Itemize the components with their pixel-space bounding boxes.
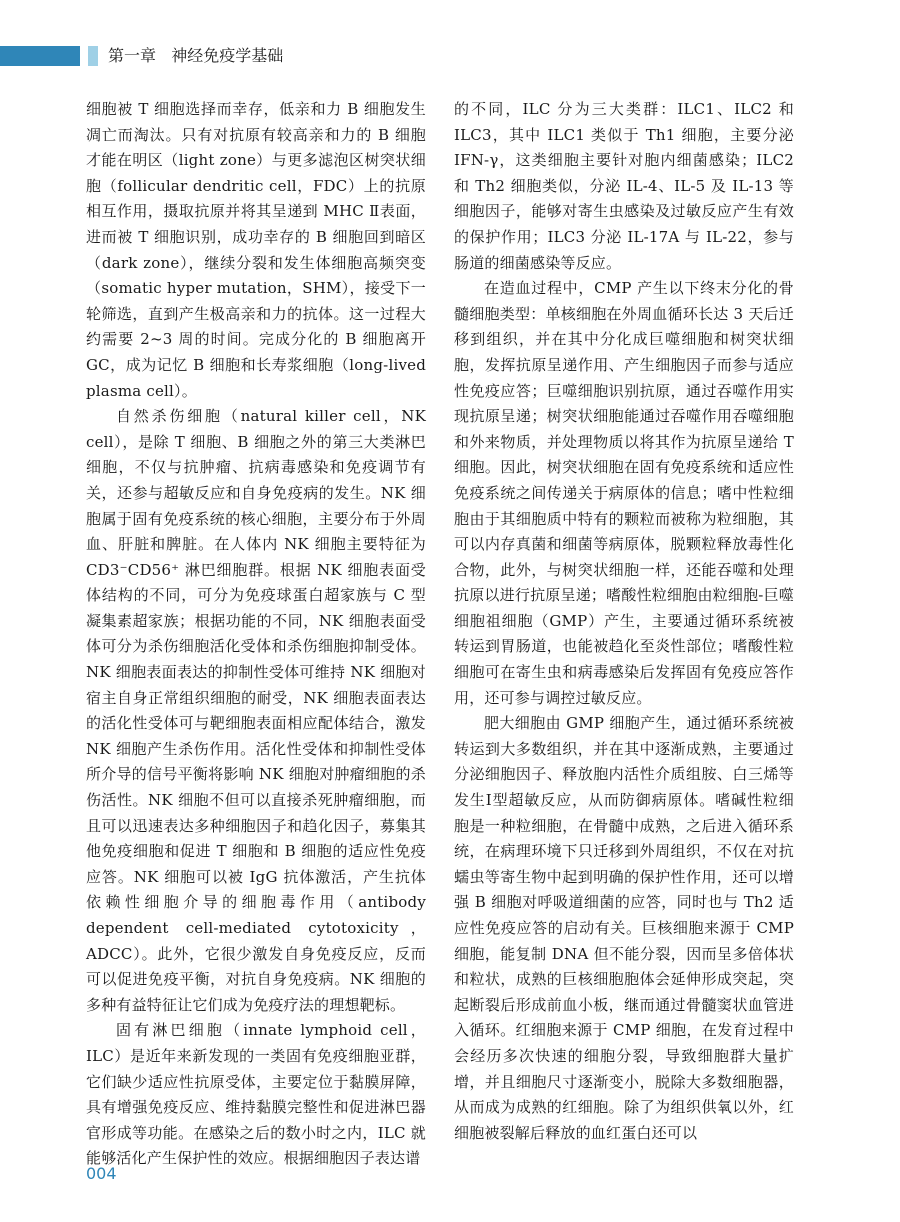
header-divider-mark [88,46,98,66]
paragraph: 细胞被 T 细胞选择而幸存，低亲和力 B 细胞发生凋亡而淘汰。只有对抗原有较高亲和力的 B 细胞才能在明区（light zone）与更多滤泡区树突状细胞（follicular dendritic cell，FDC）上的抗原相互作用，摄取抗原并将其呈递到 MHC Ⅱ表面，进而被 T 细胞识别，成功幸存的 B 细胞回到暗区（dark zone），继续分裂和发生体细胞高频突变（somatic hyper mutation，SHM），接受下一轮筛选，直到产生极高亲和力的抗体。这一过程大约需要 2~3 周的时间。完成分化的 B 细胞离开 GC，成为记忆 B 细胞和长寿浆细胞（long-lived plasma cell）。 [86,100,426,400]
page-number: 004 [86,1164,117,1183]
paragraph: 的不同，ILC 分为三大类群：ILC1、ILC2 和 ILC3，其中 ILC1 类似于 Th1 细胞，主要分泌 IFN-γ，这类细胞主要针对胞内细菌感染；ILC2 和 Th2 细胞类似，分泌 IL-4、IL-5 及 IL-13 等细胞因子，能够对寄生虫感染及过敏反应产生有效的保护作用；ILC3 分泌 IL-17A 与 IL-22，参与肠道的细菌感染等反应。 [454,100,794,272]
paragraph: 固有淋巴细胞（innate lymphoid cell，ILC）是近年来新发现的一类固有免疫细胞亚群，它们缺少适应性抗原受体，主要定位于黏膜屏障，具有增强免疫反应、维持黏膜完整性和促进淋巴器官形成等功能。在感染之后的数小时之内，ILC 就能够活化产生保护性的效应。根据细胞因子表达谱 [86,1021,426,1168]
running-header [0,44,900,70]
header-color-bar [0,46,80,66]
left-text-column [86,97,426,1172]
paragraph: 在造血过程中，CMP 产生以下终末分化的骨髓细胞类型：单核细胞在外周血循环长达 3 天后迁移到组织，并在其中分化成巨噬细胞和树突状细胞，发挥抗原呈递作用、产生细胞因子而参与适应性免疫应答；巨噬细胞识别抗原，通过吞噬作用实现抗原呈递；树突状细胞能通过吞噬作用吞噬细胞和外来物质，并处理物质以将其作为抗原呈递给 T 细胞。因此，树突状细胞在固有免疫系统和适应性免疫系统之间传递关于病原体的信息；嗜中性粒细胞由于其细胞质中特有的颗粒而被称为粒细胞，其可以内存真菌和细菌等病原体，脱颗粒释放毒性化合物，此外，与树突状细胞一样，还能吞噬和处理抗原以进行抗原呈递；嗜酸性粒细胞由粒细胞-巨噬细胞祖细胞（GMP）产生，主要通过循环系统被转运到胃肠道，也能被趋化至炎性部位；嗜酸性粒细胞可在寄生虫和病毒感染后发挥固有免疫应答作用，还可参与调控过敏反应。 [454,279,794,707]
right-text-column [454,97,794,1146]
chapter-title: 第一章 神经免疫学基础 [108,46,284,65]
paragraph: 自然杀伤细胞（natural killer cell，NK cell），是除 T 细胞、B 细胞之外的第三大类淋巴细胞，不仅与抗肿瘤、抗病毒感染和免疫调节有关，还参与超敏反应和自身免疫病的发生。NK 细胞属于固有免疫系统的核心细胞，主要分布于外周血、肝脏和脾脏。在人体内 NK 细胞主要特征为 CD3⁻CD56⁺ 淋巴细胞群。根据 NK 细胞表面受体结构的不同，可分为免疫球蛋白超家族与 C 型凝集素超家族；根据功能的不同，NK 细胞表面受体可分为杀伤细胞活化受体和杀伤细胞抑制受体。NK 细胞表面表达的抑制性受体可维持 NK 细胞对宿主自身正常组织细胞的耐受，NK 细胞表面表达的活化性受体可与靶细胞表面相应配体结合，激发 NK 细胞产生杀伤作用。活化性受体和抑制性受体所介导的信号平衡将影响 NK 细胞对肿瘤细胞的杀伤活性。NK 细胞不但可以直接杀死肿瘤细胞，而且可以迅速表达多种细胞因子和趋化因子，募集其他免疫细胞和促进 T 细胞和 B 细胞的适应性免疫应答。NK 细胞可以被 IgG 抗体激活，产生抗体依赖性细胞介导的细胞毒作用（antibody dependent cell-mediated cytotoxicity，ADCC）。此外，它很少激发自身免疫反应，反而可以促进免疫平衡，对抗自身免疫病。NK 细胞的多种有益特征让它们成为免疫疗法的理想靶标。 [86,407,426,1014]
paragraph: 肥大细胞由 GMP 细胞产生，通过循环系统被转运到大多数组织，并在其中逐渐成熟，主要通过分泌细胞因子、释放胞内活性介质组胺、白三烯等发生Ⅰ型超敏反应，从而防御病原体。嗜碱性粒细胞是一种粒细胞，在骨髓中成熟，之后进入循环系统，在病理环境下只迁移到外周组织，不仅在对抗蠕虫等寄生物中起到明确的保护性作用，还可以增强 B 细胞对呼吸道细菌的应答，同时也与 Th2 适应性免疫应答的启动有关。巨核细胞来源于 CMP 细胞，能复制 DNA 但不能分裂，因而呈多倍体状和粒状，成熟的巨核细胞胞体会延伸形成突起，突起断裂后形成前血小板，继而通过骨髓窦状血管进入循环。红细胞来源于 CMP 细胞，在发育过程中会经历多次快速的细胞分裂，导致细胞群大量扩增，并且细胞尺寸逐渐变小，脱除大多数细胞器，从而成为成熟的红细胞。除了为组织供氧以外，红细胞被裂解后释放的血红蛋白还可以 [454,714,794,1142]
